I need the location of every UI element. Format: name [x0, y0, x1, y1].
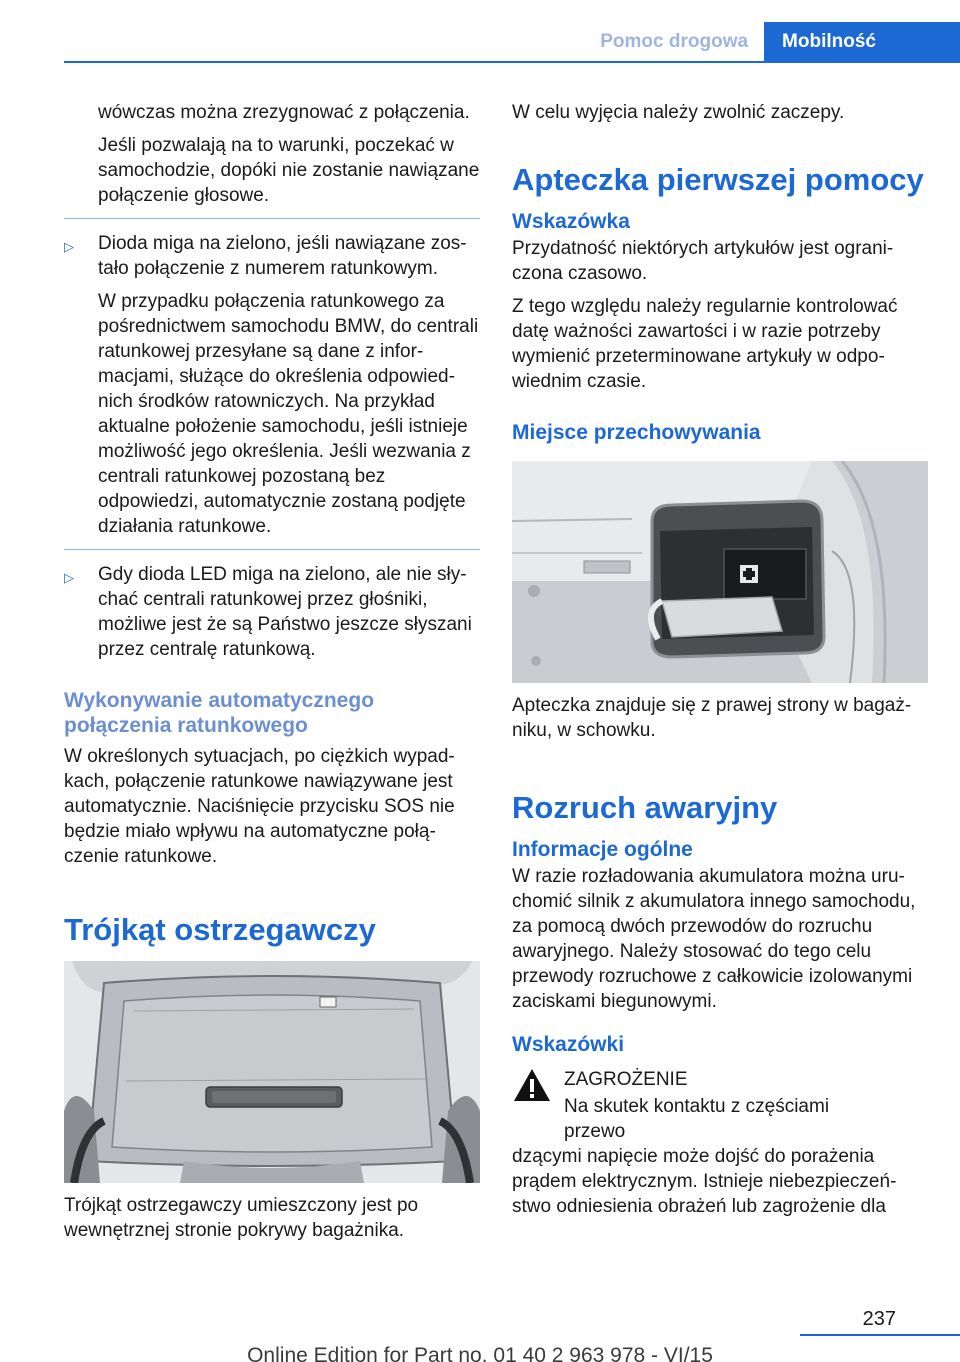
heading-notes: Wskazówki	[512, 1033, 625, 1056]
paragraph: W celu wyjęcia należy zwolnić zaczepy.	[512, 102, 845, 123]
paragraph: wówczas można zrezygnować z połączenia.	[98, 102, 470, 123]
edition-text: Online Edition for Part no. 01 40 2 963 978 - VI/15	[247, 1344, 713, 1362]
header-divider	[64, 61, 960, 63]
divider	[64, 218, 480, 219]
list-item-text: Gdy dioda LED miga na zielono, ale nie słychać centrali ratunkowej przez głośniki, możliwe jest że są Państwo jeszcze słyszani przez centralę ratunkową.	[98, 564, 472, 660]
heading-storage: Miejsce przechowywania	[512, 421, 761, 444]
header-section[interactable]: Pomoc drogowa	[584, 22, 764, 62]
paragraph: Jeśli pozwalają na to warunki, poczekać w samochodzie, dopóki nie zostanie nawiązane połączenie głosowe.	[98, 135, 480, 206]
heading-auto-call: Wykonywanie automatycznego połączenia ratunkowego	[64, 689, 375, 737]
page-number: 237	[862, 1308, 896, 1330]
warning-text: dzącymi napięcie może dojść do porażenia prądem elektrycznym. Istnieje niebezpieczeństwo odniesienia obrażeń lub zagrożenie dla	[512, 1146, 897, 1217]
caption: Apteczka znajduje się z prawej strony w bagażniku, w schowku.	[512, 695, 912, 741]
warning-triangle-icon	[512, 1067, 552, 1103]
heading-jump-start: Rozruch awaryjny	[512, 790, 778, 825]
triangle-right-icon: ▷	[64, 239, 74, 254]
header-chapter[interactable]: Mobilność	[764, 22, 960, 62]
list-item-text: Dioda miga na zielono, jeśli nawiązane zostało połączenie z numerem ratunkowym.	[98, 233, 467, 279]
paragraph: Przydatność niektórych artykułów jest ograniczona czasowo.	[512, 238, 894, 284]
divider	[64, 549, 480, 550]
warning-block	[512, 1067, 928, 1144]
triangle-right-icon: ▷	[64, 570, 74, 585]
first-aid-storage-photo	[512, 461, 928, 683]
footer-divider	[800, 1334, 960, 1336]
trunk-lid-photo	[64, 961, 480, 1183]
paragraph: W przypadku połączenia ratunkowego za pośrednictwem samochodu BMW, do centrali ratunkowej przesyłane są dane z informacjami, służące do określenia odpowiednich środków ratowniczych. Na przykład aktualne położenie samochodu, jeśli istnieje możliwość jego określenia. Jeśli wezwania z centrali ratunkowej pozostaną bez odpowiedzi, automatycznie zostaną podjęte działania ratunkowe.	[98, 291, 479, 537]
paragraph: W razie rozładowania akumulatora można uruchomić silnik z akumulatora innego samochodu, za pomocą dwóch przewodów do rozruchu awaryjnego. Należy stosować do tego celu przewody rozruchowe z całkowicie izolowanymi zaciskami biegunowymi.	[512, 866, 916, 1012]
warning-text-line: Na skutek kontaktu z częściami przewo	[564, 1096, 830, 1142]
heading-warning-triangle: Trójkąt ostrzegawczy	[64, 912, 376, 947]
list-item	[64, 231, 480, 281]
right-column	[512, 100, 928, 1227]
warning-title: ZAGROŻENIE	[564, 1069, 688, 1090]
heading-note: Wskazówka	[512, 210, 630, 233]
caption: Trójkąt ostrzegawczy umieszczony jest po wewnętrznej stronie pokrywy bagażnika.	[64, 1195, 419, 1241]
left-column	[64, 100, 480, 1251]
heading-first-aid: Apteczka pierwszej pomocy	[512, 162, 924, 197]
heading-general: Informacje ogólne	[512, 838, 693, 861]
paragraph: W określonych sytuacjach, po ciężkich wypadkach, połączenie ratunkowe nawiązywane jest automatycznie. Naciśnięcie przycisku SOS nie będzie miało wpływu na automatyczne połączenie ratunkowe.	[64, 746, 455, 867]
paragraph: Z tego względu należy regularnie kontrolować datę ważności zawartości i w razie potrzeby wymienić przeterminowane artykuły w odpowiednim czasie.	[512, 296, 898, 392]
list-item	[64, 562, 480, 662]
page-header	[584, 22, 960, 62]
